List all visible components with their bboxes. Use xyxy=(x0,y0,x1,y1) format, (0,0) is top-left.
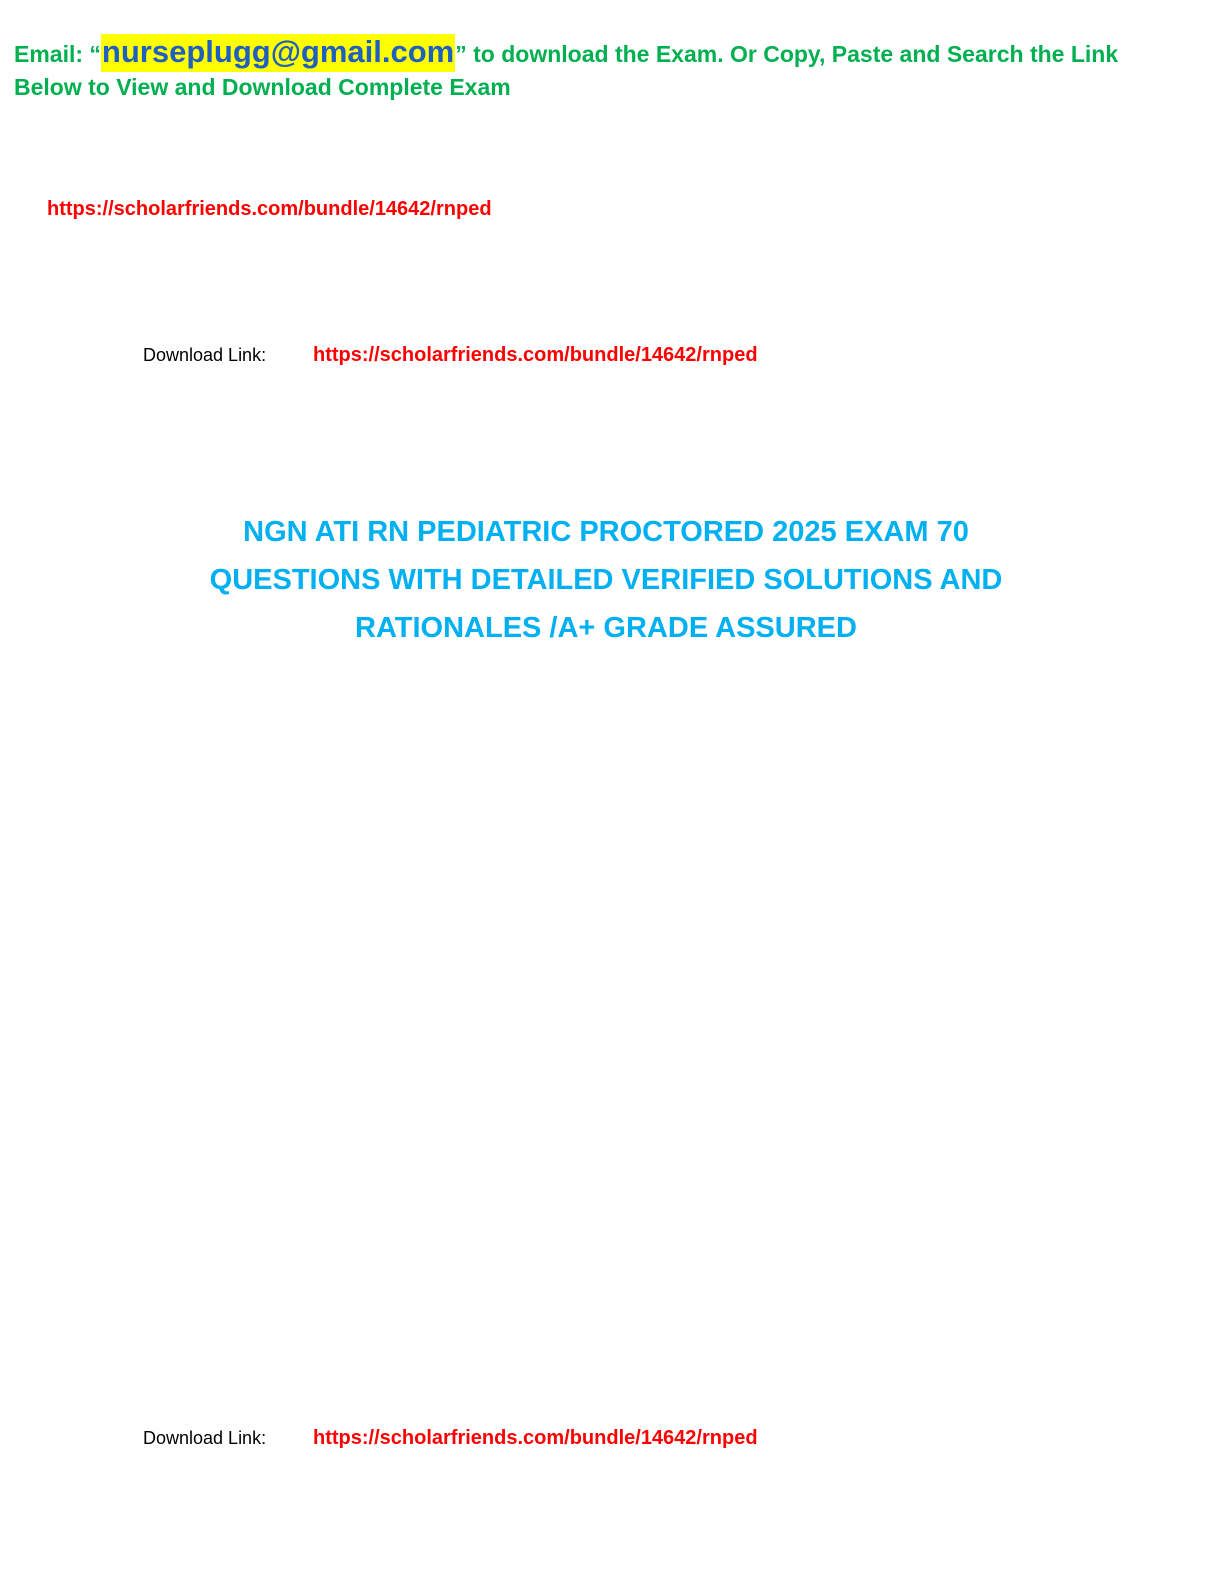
email-address-highlight[interactable]: nurseplugg@gmail.com xyxy=(101,34,455,72)
email-prefix: Email: “ xyxy=(14,41,101,67)
email-suffix: ” to download the Exam. Or Copy, Paste and Search the Link xyxy=(455,41,1119,67)
download-link-label: Download Link: xyxy=(143,1428,267,1448)
download-link-url[interactable]: https://scholarfriends.com/bundle/14642/rnped xyxy=(313,344,758,366)
title-line-3: RATIONALES /A+ GRADE ASSURED xyxy=(355,612,857,644)
title-line-2: QUESTIONS WITH DETAILED VERIFIED SOLUTIONS AND xyxy=(209,564,1003,596)
download-link-label: Download Link: xyxy=(143,345,267,365)
download-link-row-top xyxy=(143,345,758,365)
email-instruction-line xyxy=(14,34,1118,72)
document-title xyxy=(0,508,1212,652)
email-instruction-line-2: Below to View and Download Complete Exam xyxy=(14,74,511,100)
download-link-row-bottom xyxy=(143,1428,758,1448)
download-link-url[interactable]: https://scholarfriends.com/bundle/14642/rnped xyxy=(313,1427,758,1449)
title-line-1: NGN ATI RN PEDIATRIC PROCTORED 2025 EXAM 70 xyxy=(243,516,969,548)
top-download-url-link[interactable]: https://scholarfriends.com/bundle/14642/rnped xyxy=(47,198,492,220)
